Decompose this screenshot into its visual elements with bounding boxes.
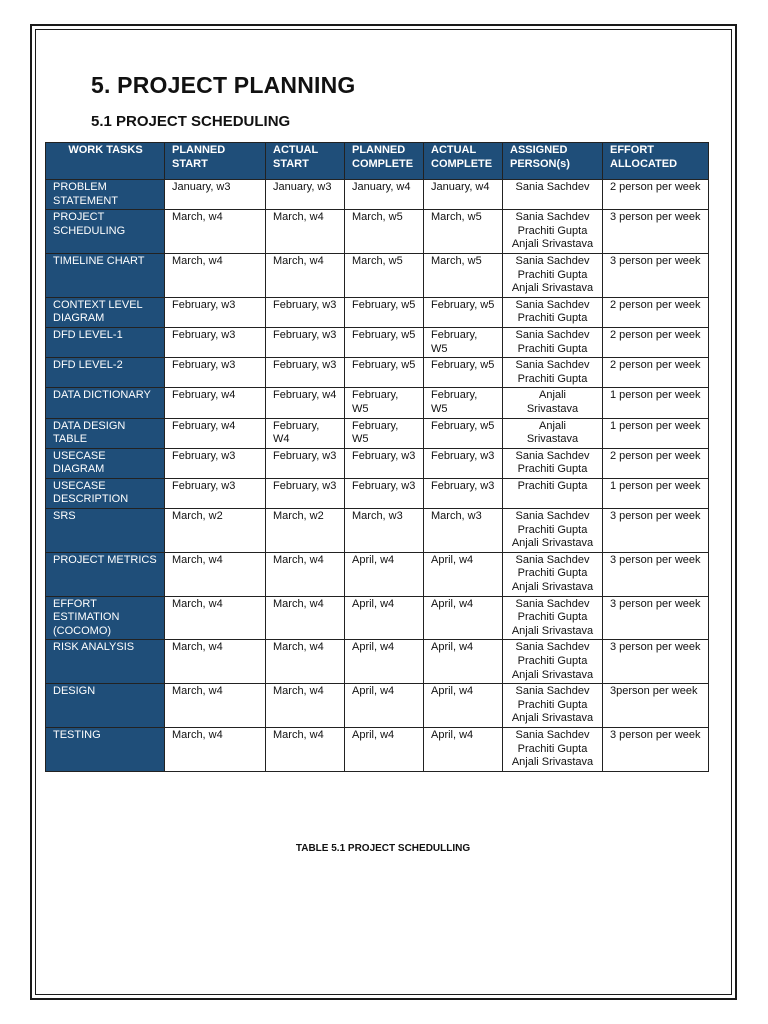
assigned-person: Sania Sachdev — [515, 597, 590, 610]
actual-complete-cell: March, w5 — [424, 253, 503, 297]
planned-complete-cell: April, w4 — [345, 684, 424, 728]
effort-cell: 2 person per week — [603, 327, 709, 357]
table-body — [46, 180, 709, 772]
planned-start-cell: January, w3 — [165, 180, 266, 210]
col-header-planned-start: PLANNED START — [165, 143, 266, 180]
actual-complete-cell: April, w4 — [424, 596, 503, 640]
actual-complete-cell: February, w5 — [424, 418, 503, 448]
planned-start-cell: February, w3 — [165, 448, 266, 478]
assigned-person: Sania Sachdev — [515, 553, 590, 566]
page-title: 5. PROJECT PLANNING — [91, 72, 356, 98]
table-row — [46, 210, 709, 254]
assigned-person: Anjali Srivastava — [511, 282, 594, 295]
actual-start-cell: February, w3 — [266, 448, 345, 478]
planned-complete-cell: March, w5 — [345, 210, 424, 254]
col-header-actual-complete: ACTUAL COMPLETE — [424, 143, 503, 180]
task-cell: DATA DESIGN TABLE — [46, 418, 165, 448]
effort-cell: 2 person per week — [603, 297, 709, 327]
effort-cell: 3 person per week — [603, 727, 709, 771]
assigned-person: Sania Sachdev — [515, 181, 590, 193]
planned-start-cell: February, w4 — [165, 418, 266, 448]
assigned-persons-cell — [503, 418, 603, 448]
table-row — [46, 478, 709, 508]
assigned-persons-cell — [503, 358, 603, 388]
planned-complete-cell: February, w5 — [345, 327, 424, 357]
task-cell: PROBLEM STATEMENT — [46, 180, 165, 210]
planned-start-cell: March, w4 — [165, 253, 266, 297]
table-row — [46, 596, 709, 640]
planned-complete-cell: February, w3 — [345, 478, 424, 508]
assigned-person: Sania Sachdev — [515, 328, 590, 341]
actual-complete-cell: February, w3 — [424, 448, 503, 478]
actual-start-cell: January, w3 — [266, 180, 345, 210]
table-caption: TABLE 5.1 PROJECT SCHEDULLING — [295, 843, 471, 854]
task-cell: TIMELINE CHART — [46, 253, 165, 297]
task-cell: PROJECT METRICS — [46, 552, 165, 596]
actual-complete-cell: January, w4 — [424, 180, 503, 210]
header-row — [46, 143, 709, 180]
actual-start-cell: February, w3 — [266, 478, 345, 508]
planned-complete-cell: February, w3 — [345, 448, 424, 478]
actual-complete-cell: February, W5 — [424, 388, 503, 418]
actual-complete-cell: February, w5 — [424, 358, 503, 388]
assigned-persons-cell — [503, 297, 603, 327]
col-header-planned-complete: PLANNED COMPLETE — [345, 143, 424, 180]
planned-complete-cell: March, w3 — [345, 509, 424, 553]
planned-start-cell: March, w4 — [165, 727, 266, 771]
actual-complete-cell: April, w4 — [424, 727, 503, 771]
planned-start-cell: February, w4 — [165, 388, 266, 418]
assigned-person: Anjali Srivastava — [511, 712, 594, 725]
assigned-person: Prachiti Gupta — [517, 523, 588, 536]
planned-complete-cell: February, W5 — [345, 418, 424, 448]
task-cell: DESIGN — [46, 684, 165, 728]
section-title: 5.1 PROJECT SCHEDULING — [91, 113, 291, 130]
assigned-person: Prachiti Gupta — [517, 611, 588, 624]
assigned-person: Anjali — [539, 419, 566, 432]
assigned-person: Sania Sachdev — [515, 449, 590, 462]
assigned-persons-cell — [503, 388, 603, 418]
assigned-persons-cell — [503, 509, 603, 553]
assigned-person: Sania Sachdev — [515, 254, 590, 267]
effort-cell: 3 person per week — [603, 509, 709, 553]
planned-start-cell: February, w3 — [165, 358, 266, 388]
assigned-person: Prachiti Gupta — [517, 567, 588, 580]
assigned-person: Prachiti Gupta — [517, 698, 588, 711]
task-cell: RISK ANALYSIS — [46, 640, 165, 684]
table-row — [46, 253, 709, 297]
actual-complete-cell: March, w5 — [424, 210, 503, 254]
assigned-person: Prachiti Gupta — [517, 312, 588, 325]
col-header-actual-start: ACTUAL START — [266, 143, 345, 180]
assigned-person: Prachiti Gupta — [517, 268, 588, 281]
task-cell: DFD LEVEL-1 — [46, 327, 165, 357]
assigned-person: Srivastava — [526, 433, 579, 446]
assigned-persons-cell — [503, 552, 603, 596]
assigned-person: Anjali Srivastava — [511, 537, 594, 550]
planned-start-cell: February, w3 — [165, 478, 266, 508]
actual-start-cell: February, w3 — [266, 358, 345, 388]
assigned-persons-cell — [503, 727, 603, 771]
effort-cell: 1 person per week — [603, 418, 709, 448]
actual-complete-cell: April, w4 — [424, 640, 503, 684]
planned-complete-cell: February, W5 — [345, 388, 424, 418]
actual-complete-cell: March, w3 — [424, 509, 503, 553]
table-row — [46, 388, 709, 418]
table-row — [46, 297, 709, 327]
col-header-assigned-persons: ASSIGNED PERSON(s) — [503, 143, 603, 180]
effort-cell: 2 person per week — [603, 448, 709, 478]
actual-complete-cell: February, w3 — [424, 478, 503, 508]
assigned-persons-cell — [503, 180, 603, 210]
actual-complete-cell: February, W5 — [424, 327, 503, 357]
table-row — [46, 684, 709, 728]
assigned-person: Anjali Srivastava — [511, 581, 594, 594]
assigned-person: Sania Sachdev — [515, 728, 590, 741]
planned-complete-cell: February, w5 — [345, 297, 424, 327]
actual-start-cell: February, w4 — [266, 388, 345, 418]
assigned-person: Prachiti Gupta — [517, 463, 588, 476]
actual-start-cell: March, w4 — [266, 727, 345, 771]
effort-cell: 3 person per week — [603, 253, 709, 297]
planned-complete-cell: February, w5 — [345, 358, 424, 388]
planned-complete-cell: April, w4 — [345, 640, 424, 684]
assigned-persons-cell — [503, 448, 603, 478]
assigned-person: Sania Sachdev — [515, 298, 590, 311]
col-header-work-tasks: WORK TASKS — [46, 143, 165, 180]
task-cell: DATA DICTIONARY — [46, 388, 165, 418]
assigned-persons-cell — [503, 327, 603, 357]
assigned-person: Anjali Srivastava — [511, 668, 594, 681]
actual-start-cell: February, W4 — [266, 418, 345, 448]
actual-start-cell: February, w3 — [266, 297, 345, 327]
effort-cell: 3 person per week — [603, 596, 709, 640]
actual-start-cell: March, w4 — [266, 210, 345, 254]
assigned-person: Prachiti Gupta — [517, 342, 588, 355]
task-cell: PROJECT SCHEDULING — [46, 210, 165, 254]
table-row — [46, 640, 709, 684]
planned-start-cell: February, w3 — [165, 297, 266, 327]
actual-start-cell: March, w2 — [266, 509, 345, 553]
assigned-person: Prachiti Gupta — [517, 372, 588, 385]
assigned-person: Prachiti Gupta — [517, 655, 588, 667]
planned-start-cell: March, w4 — [165, 684, 266, 728]
table-row — [46, 358, 709, 388]
assigned-person: Prachiti Gupta — [517, 742, 588, 755]
planned-start-cell: February, w3 — [165, 327, 266, 357]
actual-start-cell: February, w3 — [266, 327, 345, 357]
table-row — [46, 552, 709, 596]
assigned-persons-cell — [503, 210, 603, 254]
task-cell: DFD LEVEL-2 — [46, 358, 165, 388]
table-row — [46, 418, 709, 448]
assigned-person: Prachiti Gupta — [517, 479, 588, 492]
assigned-person: Sania Sachdev — [515, 359, 590, 372]
assigned-person: Sania Sachdev — [515, 211, 590, 224]
col-header-effort-allocated: EFFORT ALLOCATED — [603, 143, 709, 180]
actual-start-cell: March, w4 — [266, 640, 345, 684]
planned-start-cell: March, w4 — [165, 596, 266, 640]
assigned-person: Srivastava — [526, 402, 579, 415]
effort-cell: 3person per week — [603, 684, 709, 728]
planned-start-cell: March, w2 — [165, 509, 266, 553]
table-row — [46, 327, 709, 357]
effort-cell: 2 person per week — [603, 358, 709, 388]
planned-complete-cell: January, w4 — [345, 180, 424, 210]
planned-start-cell: March, w4 — [165, 640, 266, 684]
assigned-persons-cell — [503, 596, 603, 640]
effort-cell: 3 person per week — [603, 552, 709, 596]
actual-start-cell: March, w4 — [266, 684, 345, 728]
effort-cell: 2 person per week — [603, 180, 709, 210]
actual-complete-cell: April, w4 — [424, 552, 503, 596]
actual-start-cell: March, w4 — [266, 596, 345, 640]
actual-start-cell: March, w4 — [266, 253, 345, 297]
effort-cell: 1 person per week — [603, 478, 709, 508]
assigned-person: Anjali Srivastava — [511, 624, 594, 637]
assigned-persons-cell — [503, 478, 603, 508]
planned-complete-cell: April, w4 — [345, 727, 424, 771]
table-row — [46, 509, 709, 553]
task-cell: EFFORT ESTIMATION (COCOMO) — [46, 596, 165, 640]
assigned-persons-cell — [503, 253, 603, 297]
assigned-person: Anjali Srivastava — [511, 238, 594, 251]
assigned-person: Sania Sachdev — [515, 685, 590, 698]
task-cell: CONTEXT LEVEL DIAGRAM — [46, 297, 165, 327]
planned-complete-cell: April, w4 — [345, 552, 424, 596]
actual-complete-cell: April, w4 — [424, 684, 503, 728]
task-cell: USECASE DIAGRAM — [46, 448, 165, 478]
assigned-person: Sania Sachdev — [515, 641, 590, 654]
assigned-persons-cell — [503, 684, 603, 728]
assigned-persons-cell — [503, 640, 603, 684]
actual-start-cell: March, w4 — [266, 552, 345, 596]
planned-complete-cell: April, w4 — [345, 596, 424, 640]
effort-cell: 3 person per week — [603, 640, 709, 684]
table-row — [46, 180, 709, 210]
table-row — [46, 727, 709, 771]
assigned-person: Prachiti Gupta — [517, 224, 588, 237]
actual-complete-cell: February, w5 — [424, 297, 503, 327]
planned-start-cell: March, w4 — [165, 552, 266, 596]
planned-complete-cell: March, w5 — [345, 253, 424, 297]
assigned-person: Anjali — [539, 389, 566, 402]
effort-cell: 1 person per week — [603, 388, 709, 418]
schedule-table — [45, 142, 709, 772]
assigned-person: Sania Sachdev — [515, 510, 590, 523]
task-cell: USECASE DESCRIPTION — [46, 478, 165, 508]
table-row — [46, 448, 709, 478]
table-header — [46, 143, 709, 180]
assigned-person: Anjali Srivastava — [511, 756, 594, 769]
task-cell: TESTING — [46, 727, 165, 771]
effort-cell: 3 person per week — [603, 210, 709, 254]
task-cell: SRS — [46, 509, 165, 553]
planned-start-cell: March, w4 — [165, 210, 266, 254]
